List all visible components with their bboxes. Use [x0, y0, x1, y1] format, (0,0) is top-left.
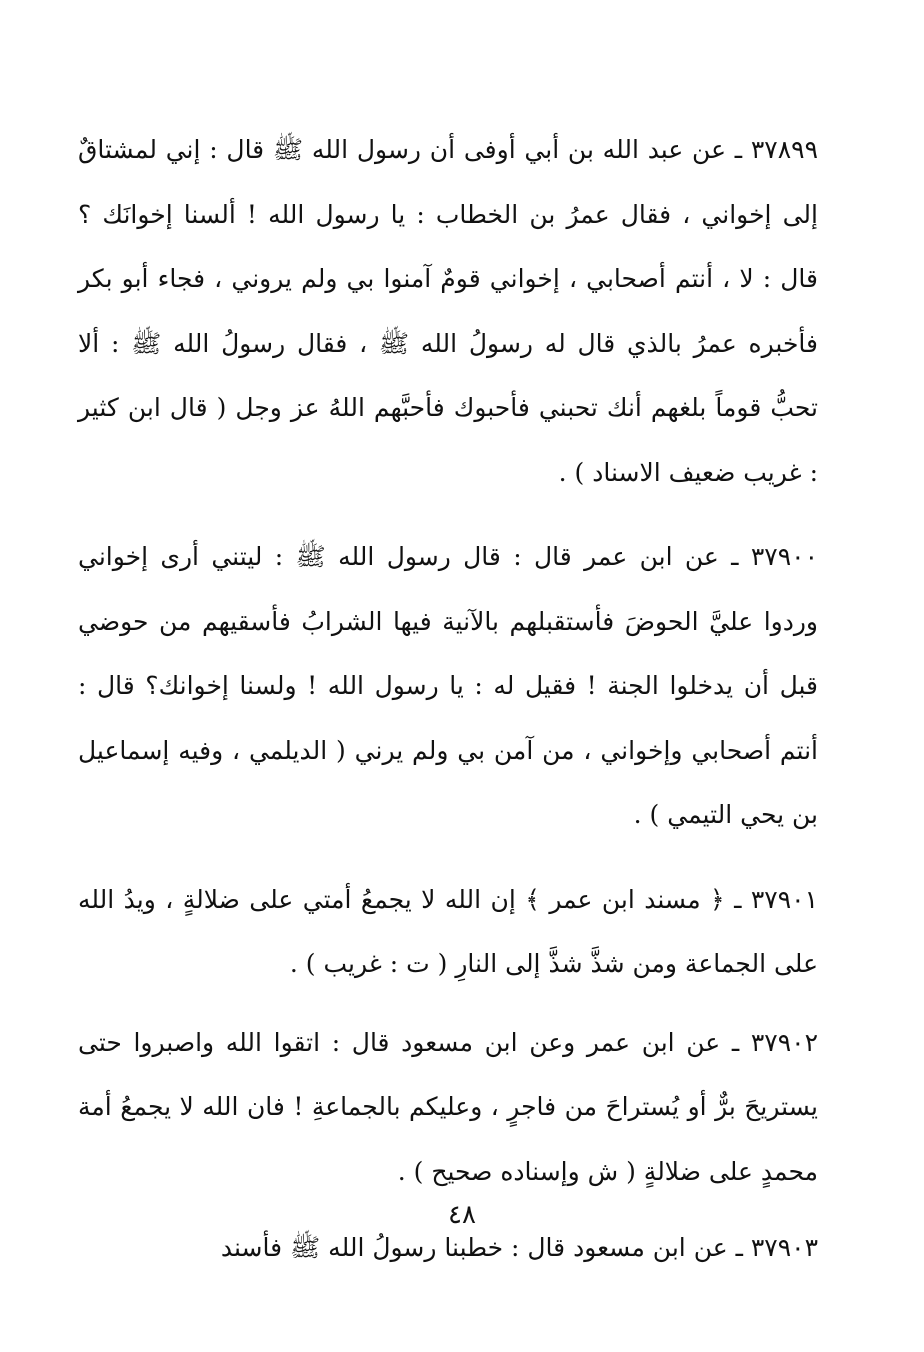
- hadith-37900: ٣٧٩٠٠ ـ عن ابن عمر قال : قال رسول الله ﷺ : ليتني أرى إخواني وردوا عليَّ الحوضَ فأستقبلهم بالآنية فيها الشرابُ فأسقيهم من حوضي قبل أن يدخلوا الجنة ! فقيل له : يا رسول الله ! ولسنا إخوانك؟ قال : أنتم أصحابي وإخواني ، من آمن بي ولم يرني ( الديلمي ، وفيه إسماعيل بن يحي التيمي ) .: [78, 542, 818, 829]
- hadith-37901: ٣٧٩٠١ ـ ﴿ مسند ابن عمر ﴾ إن الله لا يجمعُ أمتي على ضلالةٍ ، ويدُ الله على الجماعة ومن شذَّ شذَّ إلى النارِ ( ت : غريب ) .: [78, 884, 818, 978]
- page-number: ٤٨: [448, 1200, 476, 1230]
- hadith-text-block: [78, 118, 818, 1281]
- hadith-37902: ٣٧٩٠٢ ـ عن ابن عمر وعن ابن مسعود قال : اتقوا الله واصبروا حتى يستريحَ برٌّ أو يُستراحَ من فاجرٍ ، وعليكم بالجماعةِ ! فان الله لا يجمعُ أمة محمدٍ على ضلالةٍ ( ش وإسناده صحيح ) .: [78, 1027, 818, 1186]
- hadith-37899: ٣٧٨٩٩ ـ عن عبد الله بن أبي أوفى أن رسول الله ﷺ قال : إني لمشتاقٌ إلى إخواني ، فقال عمرُ بن الخطاب : يا رسول الله ! ألسنا إخوانَك ؟ قال : لا ، أنتم أصحابي ، إخواني قومٌ آمنوا بي ولم يروني ، فجاء أبو بكر فأخبره عمرُ بالذي قال له رسولُ الله ﷺ ، فقال رسولُ الله ﷺ : ألا تحبُّ قوماً بلغهم أنك تحبني فأحبوك فأحبَّهم اللهُ عز وجل ( قال ابن كثير : غريب ضعيف الاسناد ) .: [78, 135, 818, 487]
- hadith-37903: ٣٧٩٠٣ ـ عن ابن مسعود قال : خطبنا رسولُ الله ﷺ فأسند: [220, 1233, 818, 1262]
